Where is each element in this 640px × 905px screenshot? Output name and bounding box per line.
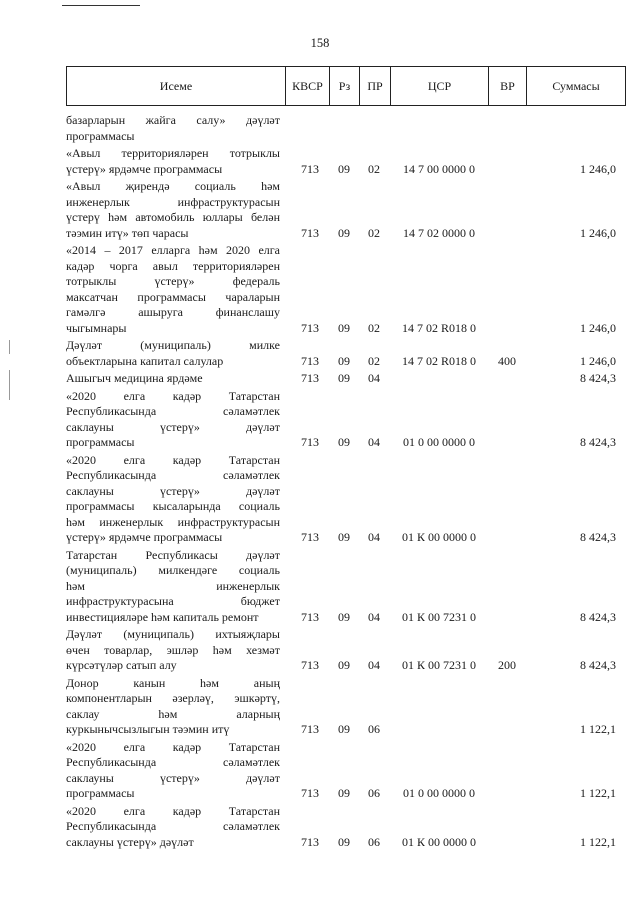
description-line: базарларын жайга салу» дәүләт — [66, 113, 280, 127]
cell-pr: 02 — [368, 161, 380, 176]
top-rule — [62, 5, 140, 6]
description-line: «2014 – 2017 елларга һәм 2020 елга — [66, 243, 280, 257]
description-line: «2020 елга кадәр Татарстан — [66, 388, 280, 403]
cell-pr: 06 — [368, 834, 380, 849]
cell-csr: 14 7 02 0000 0 — [403, 225, 475, 240]
description-line: һәм инженерлык инфраструктурасын — [66, 514, 280, 529]
description-line: үстерү» ярдәмче программасы — [66, 530, 223, 544]
description-line: күрсәтүләр сатып алу — [66, 658, 177, 672]
cell-vr: 200 — [498, 658, 516, 672]
description-line: программасы — [66, 128, 135, 143]
header-kvsr: КВСР — [285, 66, 329, 106]
cell-sum: 1 246,0 — [580, 161, 616, 176]
description-line: «2020 елга кадәр Татарстан — [66, 452, 280, 467]
cell-rz: 09 — [338, 834, 350, 849]
cell-kvsr: 713 — [301, 320, 319, 335]
cell-pr: 04 — [368, 435, 380, 449]
cell-rz: 09 — [338, 225, 350, 240]
cell-rz: 09 — [338, 722, 350, 736]
description-line: Республикасында сәламәтлек — [66, 819, 280, 833]
cell-rz: 09 — [338, 658, 350, 672]
description-line: һәм инженерлык — [66, 578, 280, 593]
cell-kvsr: 713 — [301, 834, 319, 849]
cell-rz: 09 — [338, 371, 350, 385]
row-description — [66, 548, 280, 626]
description-line: «2020 елга кадәр Татарстан — [66, 739, 280, 754]
description-line: инфраструктурасына бюджет — [66, 594, 280, 608]
description-line: Дәүләт (муниципаль) ихтыяҗлары — [66, 627, 280, 641]
description-line: Ашыгыч медицина ярдәме — [66, 371, 203, 385]
header-pr: ПР — [359, 66, 390, 106]
cell-csr: 14 7 02 R018 0 — [401, 320, 476, 335]
description-line: программасы — [66, 786, 135, 800]
description-line: саклауны үстерү» дәүләт — [66, 770, 280, 785]
page-number: 158 — [310, 36, 330, 50]
row-description — [66, 627, 280, 674]
description-line: «Авыл территорияләрен тотрыклы — [66, 146, 280, 160]
cell-kvsr: 713 — [301, 371, 319, 385]
description-line: Татарстан Республикасы дәүләт — [66, 547, 280, 562]
cell-rz: 09 — [338, 609, 350, 624]
cell-pr: 02 — [368, 225, 380, 240]
cell-kvsr: 713 — [301, 530, 319, 544]
row-description — [66, 804, 280, 851]
cell-sum: 8 424,3 — [580, 609, 616, 624]
description-line: үстерү» ярдәмче программасы — [66, 161, 223, 176]
description-line: куркынычсызлыгын тәэмин итү — [66, 722, 230, 736]
description-line: саклау һәм аларның — [66, 706, 280, 721]
cell-sum: 8 424,3 — [580, 530, 616, 544]
description-line: «Авыл җирендә социаль һәм — [66, 179, 280, 193]
cell-csr: 14 7 00 0000 0 — [403, 161, 475, 176]
description-line: Республикасында сәламәтлек — [66, 755, 280, 769]
cell-sum: 1 122,1 — [580, 834, 616, 849]
description-line: Донор канын һәм аның — [66, 675, 280, 690]
description-line: компонентларын әзерләү, эшкәртү, — [66, 691, 280, 705]
cell-kvsr: 713 — [301, 658, 319, 672]
cell-pr: 04 — [368, 371, 380, 385]
cell-kvsr: 713 — [301, 225, 319, 240]
description-line: үстерү һәм автомобиль юллары белән — [66, 210, 280, 224]
row-description — [66, 243, 280, 336]
header-name: Исеме — [66, 66, 285, 106]
row-description — [66, 338, 280, 369]
description-line: инвестицияләре һәм капиталь ремонт — [66, 609, 259, 624]
cell-csr: 01 К 00 0000 0 — [401, 530, 476, 544]
cell-pr: 04 — [368, 530, 380, 544]
description-line: максатчан программасы чараларын — [66, 289, 280, 304]
description-line: объектларына капитал салулар — [66, 353, 224, 368]
cell-kvsr: 713 — [301, 161, 319, 176]
cell-rz: 09 — [338, 786, 350, 800]
description-line: саклауны үстерү» дәүләт — [66, 483, 280, 498]
description-line: өчен товарлар, эшләр һәм хезмәт — [66, 642, 280, 657]
description-line: саклауны үстерү» дәүләт — [66, 419, 280, 434]
cell-sum: 1 246,0 — [580, 320, 616, 335]
cell-sum: 1 246,0 — [580, 225, 616, 240]
row-description — [66, 179, 280, 241]
cell-kvsr: 713 — [301, 353, 319, 368]
header-rz: Рз — [329, 66, 359, 106]
cell-pr: 06 — [368, 786, 380, 800]
cell-sum: 1 246,0 — [580, 353, 616, 368]
cell-kvsr: 713 — [301, 435, 319, 449]
cell-sum: 1 122,1 — [580, 722, 616, 736]
cell-vr: 400 — [498, 353, 516, 368]
description-line: кадәр чорга авыл территорияләрен — [66, 258, 280, 273]
row-description — [66, 740, 280, 802]
cell-sum: 8 424,3 — [580, 435, 616, 449]
row-description — [66, 371, 280, 387]
description-line: тәэмин итү» төп чарасы — [66, 225, 189, 240]
cell-kvsr: 713 — [301, 609, 319, 624]
cell-csr: 01 К 00 7231 0 — [401, 609, 476, 624]
header-csr: ЦСР — [390, 66, 488, 106]
cell-pr: 06 — [368, 722, 380, 736]
cell-csr: 01 0 00 0000 0 — [403, 786, 475, 800]
description-line: тотрыклы үстерү» федераль — [66, 274, 280, 288]
cell-csr: 14 7 02 R018 0 — [401, 353, 476, 368]
row-description — [66, 389, 280, 451]
cell-rz: 09 — [338, 435, 350, 449]
cell-csr: 01 К 00 0000 0 — [401, 834, 476, 849]
description-line: чыгымнары — [66, 320, 127, 335]
row-description — [66, 146, 280, 177]
cell-pr: 02 — [368, 320, 380, 335]
cell-pr: 04 — [368, 609, 380, 624]
cell-sum: 8 424,3 — [580, 658, 616, 672]
description-line: «2020 елга кадәр Татарстан — [66, 803, 280, 818]
cell-pr: 02 — [368, 353, 380, 368]
cell-sum: 8 424,3 — [580, 371, 616, 385]
header-vr: ВР — [488, 66, 526, 106]
cell-csr: 01 К 00 7231 0 — [401, 658, 476, 672]
description-line: программасы — [66, 435, 135, 449]
cell-kvsr: 713 — [301, 722, 319, 736]
row-description — [66, 113, 280, 144]
header-sum: Суммасы — [526, 66, 626, 106]
description-line: программасы кысаларында социаль — [66, 499, 280, 513]
margin-mark — [9, 370, 10, 400]
margin-mark — [9, 340, 10, 354]
description-line: Дәүләт (муниципаль) милке — [66, 338, 280, 352]
description-line: (муниципаль) милкендәге социаль — [66, 563, 280, 577]
cell-rz: 09 — [338, 353, 350, 368]
description-line: инженерлык инфраструктурасын — [66, 194, 280, 209]
cell-sum: 1 122,1 — [580, 786, 616, 800]
cell-pr: 04 — [368, 658, 380, 672]
row-description — [66, 676, 280, 738]
description-line: Республикасында сәламәтлек — [66, 404, 280, 418]
cell-rz: 09 — [338, 530, 350, 544]
cell-rz: 09 — [338, 161, 350, 176]
description-line: Республикасында сәламәтлек — [66, 468, 280, 482]
description-line: гамәлгә ашыруга финанслашу — [66, 305, 280, 319]
row-description — [66, 453, 280, 546]
cell-csr: 01 0 00 0000 0 — [403, 435, 475, 449]
cell-kvsr: 713 — [301, 786, 319, 800]
description-line: саклауны үстерү» дәүләт — [66, 834, 194, 849]
cell-rz: 09 — [338, 320, 350, 335]
